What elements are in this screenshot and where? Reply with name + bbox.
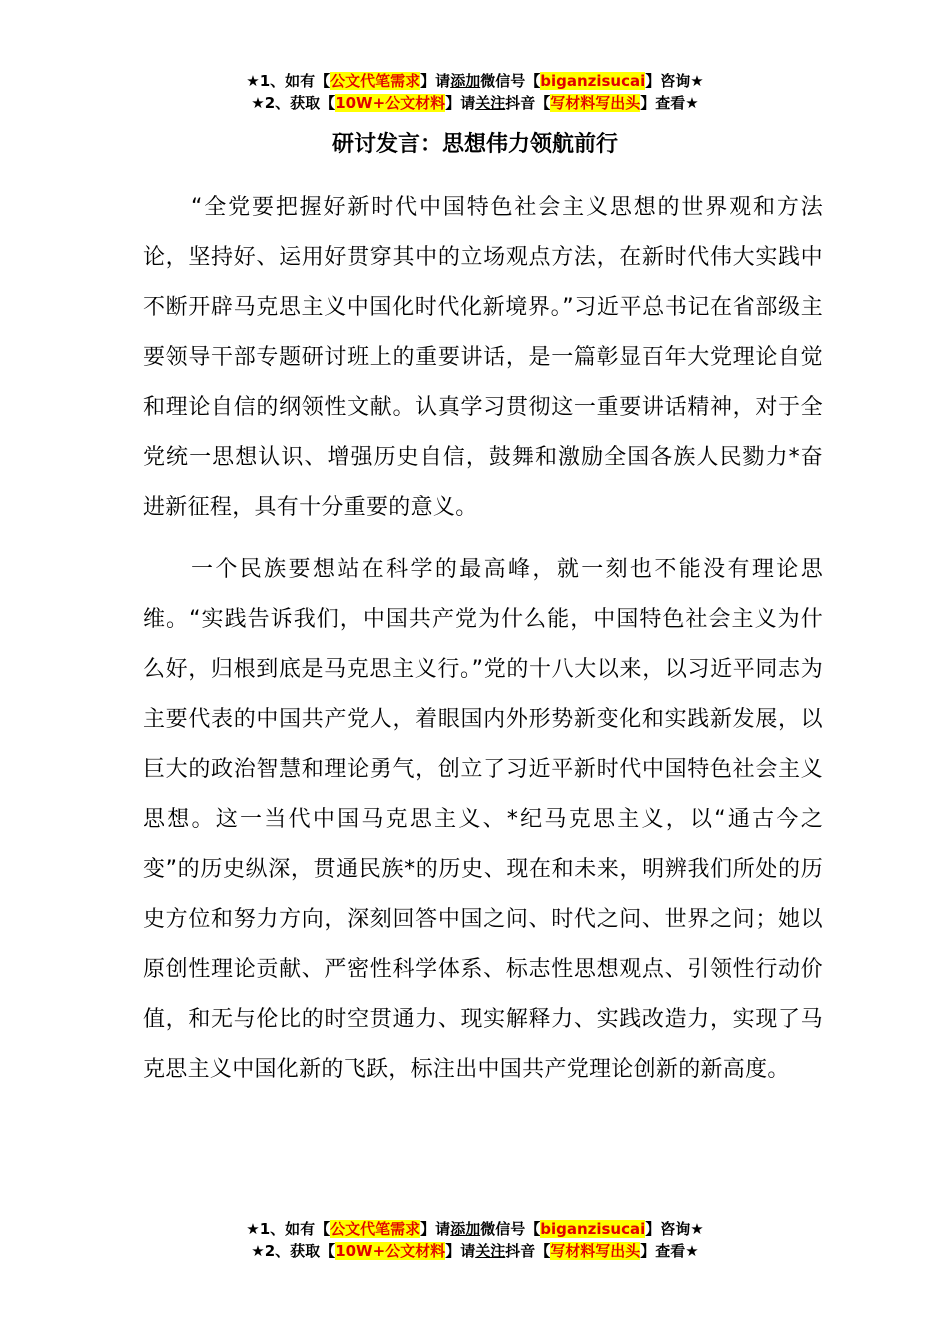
banner-text: 抖音【 [505,94,551,112]
banner-text: 】咨询★ [645,72,704,90]
banner-highlight-service: 公文代笔需求 [330,72,421,90]
document-body [143,183,823,1095]
banner-highlight-douyin-account: 写材料写出头 [550,94,641,112]
header-banner [0,70,950,114]
banner-highlight-wechat-id: biganzisucai [540,1220,646,1238]
header-banner-line-1 [0,70,950,92]
banner-text: ★1、如有【 [246,72,331,90]
body-paragraph-2: 一个民族要想站在科学的最高峰，就一刻也不能没有理论思维。“实践告诉我们，中国共产党为什么能，中国特色社会主义为什么好，归根到底是马克思主义行。”党的十八大以来，以习近平同志为主要代表的中国共产党人，着眼国内外形势新变化和实践新发展，以巨大的政治智慧和理论勇气，创立了习近平新时代中国特色社会主义思想。这一当代中国马克思主义、*纪马克思主义，以“通古今之变”的历史纵深，贯通民族*的历史、现在和未来，明辨我们所处的历史方位和努力方向，深刻回答中国之问、时代之问、世界之问；她以原创性理论贡献、严密性科学体系、标志性思想观点、引领性行动价值，和无与伦比的时空贯通力、现实解释力、实践改造力，实现了马克思主义中国化新的飞跃，标注出中国共产党理论创新的新高度。 [143,557,823,1082]
banner-text: ★2、获取【 [251,1242,336,1260]
banner-highlight-materials: 10W+公文材料 [335,94,446,112]
banner-text: 抖音【 [505,1242,551,1260]
footer-banner [0,1218,950,1262]
banner-text: 】查看★ [640,1242,699,1260]
footer-banner-line-1 [0,1218,950,1240]
banner-highlight-service: 公文代笔需求 [330,1220,421,1238]
banner-text: 】查看★ [640,94,699,112]
banner-underlined-text: 添加 [450,72,481,90]
banner-underlined-text: 关注 [475,94,506,112]
banner-text: 】请 [420,72,451,90]
banner-text: 】请 [420,1220,451,1238]
banner-underlined-text: 关注 [475,1242,506,1260]
header-banner-line-2 [0,92,950,114]
banner-text: 】请 [445,94,476,112]
banner-highlight-douyin-account: 写材料写出头 [550,1242,641,1260]
banner-underlined-text: 添加 [450,1220,481,1238]
banner-text: ★1、如有【 [246,1220,331,1238]
footer-banner-line-2 [0,1240,950,1262]
banner-text: 】咨询★ [645,1220,704,1238]
banner-text: 微信号【 [480,1220,541,1238]
banner-text: 微信号【 [480,72,541,90]
banner-highlight-materials: 10W+公文材料 [335,1242,446,1260]
body-paragraph-1: “全党要把握好新时代中国特色社会主义思想的世界观和方法论，坚持好、运用好贯穿其中的立场观点方法，在新时代伟大实践中不断开辟马克思主义中国化时代化新境界。”习近平总书记在省部级主要领导干部专题研讨班上的重要讲话，是一篇彰显百年大党理论自觉和理论自信的纲领性文献。认真学习贯彻这一重要讲话精神，对于全党统一思想认识、增强历史自信，鼓舞和激励全国各族人民勠力*奋进新征程，具有十分重要的意义。 [143,195,823,520]
banner-text: ★2、获取【 [251,94,336,112]
banner-text: 】请 [445,1242,476,1260]
document-title: 研讨发言：思想伟力领航前行 [331,132,618,157]
banner-highlight-wechat-id: biganzisucai [540,72,646,90]
